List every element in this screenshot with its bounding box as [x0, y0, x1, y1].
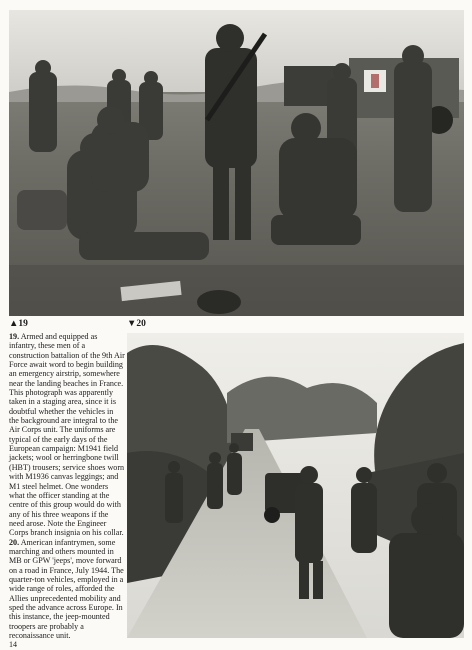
photo-19-engineers: [9, 10, 464, 316]
photo-20-image: [127, 333, 464, 638]
caption-20: [9, 538, 125, 641]
caption-19: [9, 332, 125, 538]
photo-20-infantry-road: [127, 333, 464, 638]
page-number: 14: [9, 640, 17, 649]
caption-column: [9, 332, 125, 640]
caption-20-text: American infantrymen, some marching and others mounted in MB or GPW 'jeeps', move forward on a road in France, July 1944. The quarter-ton vehicles, employed in a wide range of roles, afforded the Allies unprecedented mobility and sped the advance across Europe. In this instance, the jeep-mounted troopers are probably a reconaissance unit.: [9, 537, 124, 640]
caption-19-text: Armed and equipped as infantry, these men of a construction battalion of the 9th Air Force await word to begin building an emergency airstrip, somewhere near the landing beaches in France. This photograph was apparently taken in a staging area, since it is doubtful whether the vehicles in the background are integral to the Air Corps unit. The uniforms are typical of the early days of the European campaign: M1941 field jackets; wool or herringbone twill (HBT) trousers; service shoes worn with M1936 canvas leggings; and M1 steel helmet. One wonders what the officer standing at the centre of this group would do with any of his three weapons if the need arose. Note the Engineer Corps branch insignia on his collar.: [9, 332, 125, 538]
caption-19-number: 19.: [9, 332, 20, 341]
plate-19-label: ▲19: [9, 319, 28, 329]
plate-20-label: ▼20: [127, 319, 146, 329]
caption-20-number: 20.: [9, 537, 20, 547]
photo-19-image: [9, 10, 464, 316]
